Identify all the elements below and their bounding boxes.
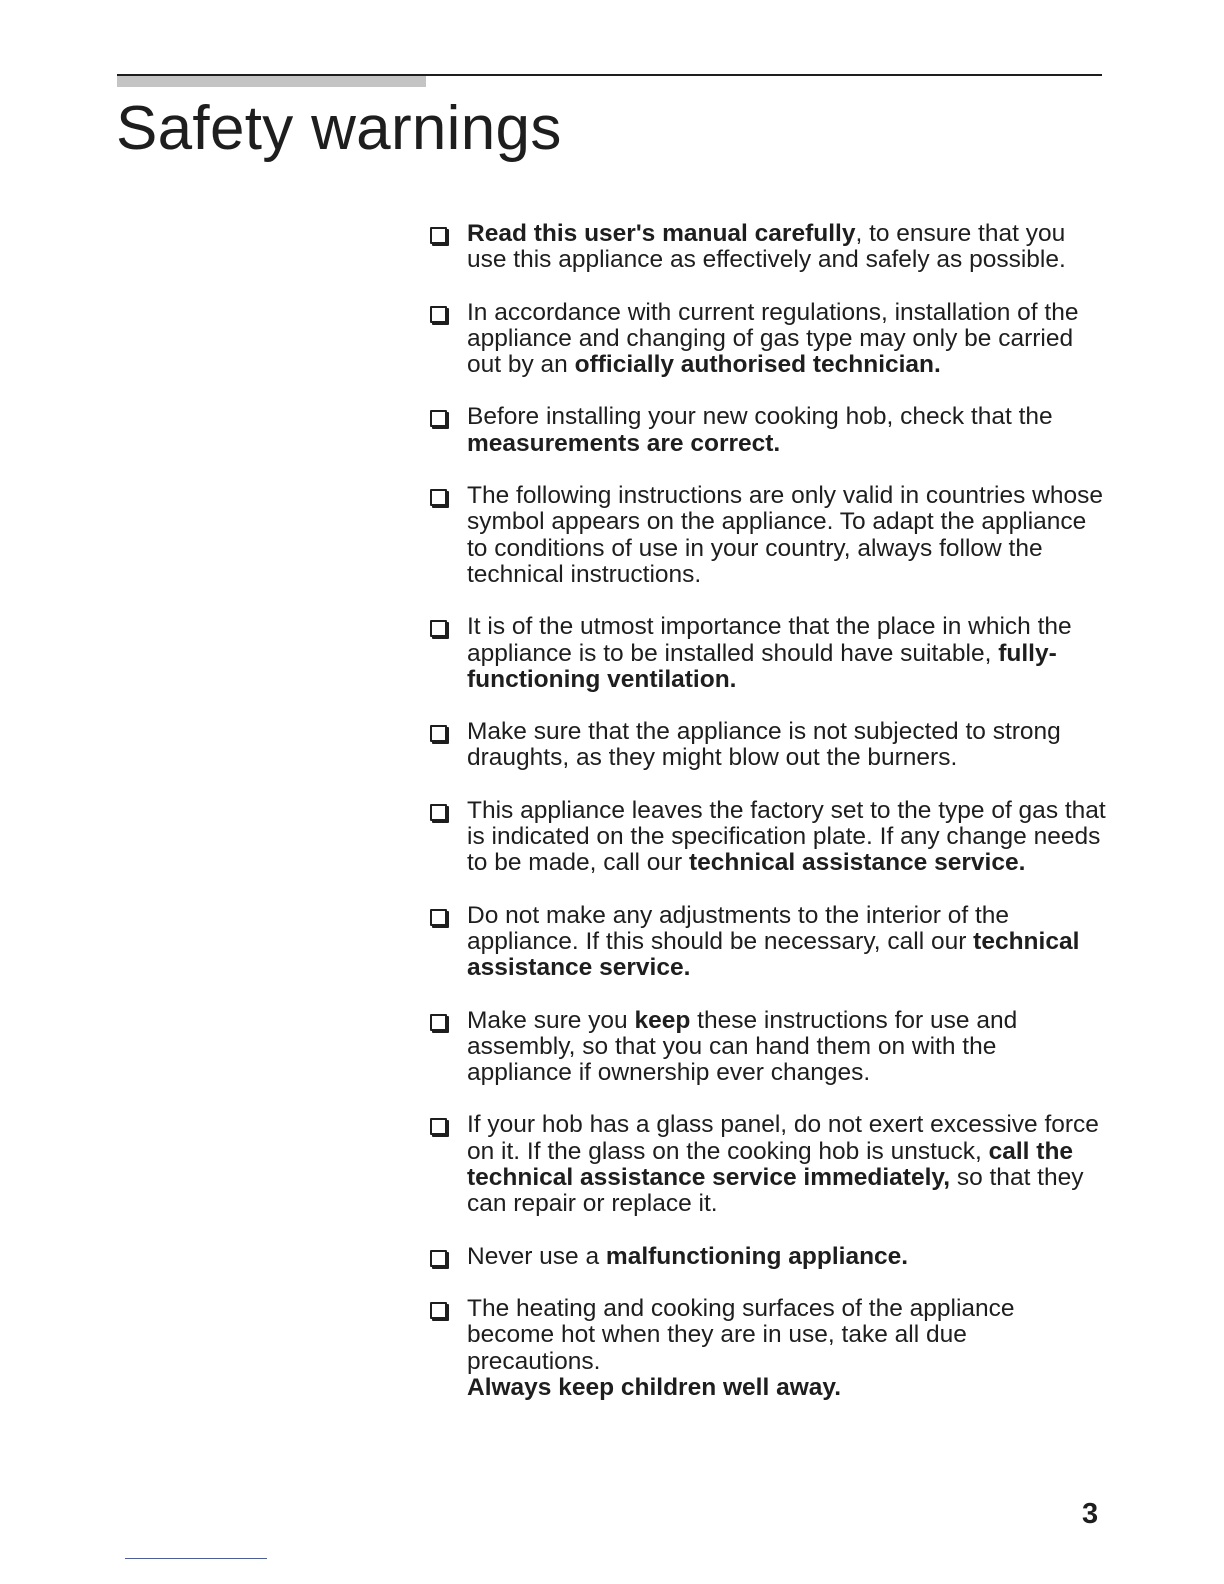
warning-text — [467, 1008, 1107, 1087]
warning-emphasis: Read this user's manual carefully — [467, 220, 856, 247]
warning-item — [428, 903, 1118, 982]
warning-emphasis: call the technical assistance service immediately, — [467, 1137, 1074, 1192]
footer-rule — [125, 1558, 267, 1559]
warning-text — [467, 614, 1107, 693]
safety-warnings-list — [428, 221, 1118, 1427]
checkbox-bullet-icon — [430, 1250, 447, 1267]
warning-text — [467, 483, 1107, 588]
warning-segment: This appliance leaves the factory set to the type of gas that is indicated on the specification plate. If any change needs to be made, call our — [467, 796, 1106, 877]
warning-segment: Do not make any adjustments to the interior of the appliance. If this should be necessary, call our — [467, 901, 1010, 955]
warning-item — [428, 483, 1118, 588]
warning-text — [467, 1244, 1107, 1270]
warning-item — [428, 221, 1118, 274]
warning-text — [467, 1112, 1107, 1217]
warning-text — [467, 719, 1107, 772]
warning-emphasis: technical assistance service. — [467, 927, 1080, 982]
checkbox-bullet-icon — [430, 620, 447, 637]
checkbox-bullet-icon — [430, 306, 447, 323]
warning-segment: The following instructions are only valid in countries whose symbol appears on the appliance. To adapt the appliance to conditions of use in your country, always follow the technical instructions. — [467, 482, 1103, 588]
warning-segment: , to ensure that you use this appliance as effectively and safely as possible. — [467, 220, 1066, 274]
warning-item — [428, 300, 1118, 379]
header-accent-bar — [117, 76, 426, 87]
warning-segment: It is of the utmost importance that the place in which the appliance is to be installed should have suitable, — [467, 613, 1072, 667]
checkbox-bullet-icon — [430, 725, 447, 742]
warning-item — [428, 614, 1118, 693]
warning-segment: Make sure that the appliance is not subjected to strong draughts, as they might blow out the burners. — [467, 718, 1061, 772]
warning-emphasis: malfunctioning appliance. — [605, 1242, 909, 1270]
checkbox-bullet-icon — [430, 909, 447, 926]
warning-item — [428, 404, 1118, 457]
warning-segment: In accordance with current regulations, installation of the appliance and changing of gas type may only be carried out by an — [467, 298, 1079, 379]
checkbox-bullet-icon — [430, 1014, 447, 1031]
page-number: 3 — [1082, 1498, 1099, 1530]
warning-text — [467, 798, 1107, 877]
warning-item — [428, 719, 1118, 772]
page-title: Safety warnings — [116, 94, 562, 163]
warning-emphasis: keep — [634, 1006, 691, 1034]
warning-emphasis: technical assistance service. — [688, 849, 1026, 877]
warning-segment: Make sure you — [467, 1006, 635, 1034]
warning-item — [428, 1244, 1118, 1270]
warning-segment: Before installing your new cooking hob, check that the — [467, 403, 1053, 431]
warning-emphasis: measurements are correct. — [467, 429, 781, 457]
checkbox-bullet-icon — [430, 1302, 447, 1319]
warning-segment: If your hob has a glass panel, do not exert excessive force on it. If the glass on the cooking hob is unstuck, — [467, 1111, 1099, 1165]
warning-item — [428, 1112, 1118, 1217]
warning-text — [467, 300, 1107, 379]
warning-segment: so that they can repair or replace it. — [467, 1164, 1084, 1218]
warning-emphasis: fully-functioning ventilation. — [467, 639, 1057, 693]
checkbox-bullet-icon — [430, 1118, 447, 1135]
warning-segment: The heating and cooking surfaces of the appliance become hot when they are in use, take all due precautions. — [467, 1294, 1015, 1375]
warning-text — [467, 221, 1107, 274]
warning-item — [428, 1296, 1118, 1401]
warning-text — [467, 903, 1107, 982]
checkbox-bullet-icon — [430, 410, 447, 427]
checkbox-bullet-icon — [430, 227, 447, 244]
warning-item — [428, 798, 1118, 877]
warning-emphasis: Always keep children well away. — [467, 1373, 842, 1401]
warning-emphasis: officially authorised technician. — [574, 351, 941, 379]
warning-text — [467, 1296, 1107, 1401]
warning-text — [467, 404, 1107, 457]
warning-segment: these instructions for use and assembly, so that you can hand them on with the appliance if ownership ever changes. — [467, 1006, 1018, 1087]
warning-item — [428, 1008, 1118, 1087]
checkbox-bullet-icon — [430, 804, 447, 821]
warning-segment: Never use a — [467, 1242, 606, 1270]
checkbox-bullet-icon — [430, 489, 447, 506]
